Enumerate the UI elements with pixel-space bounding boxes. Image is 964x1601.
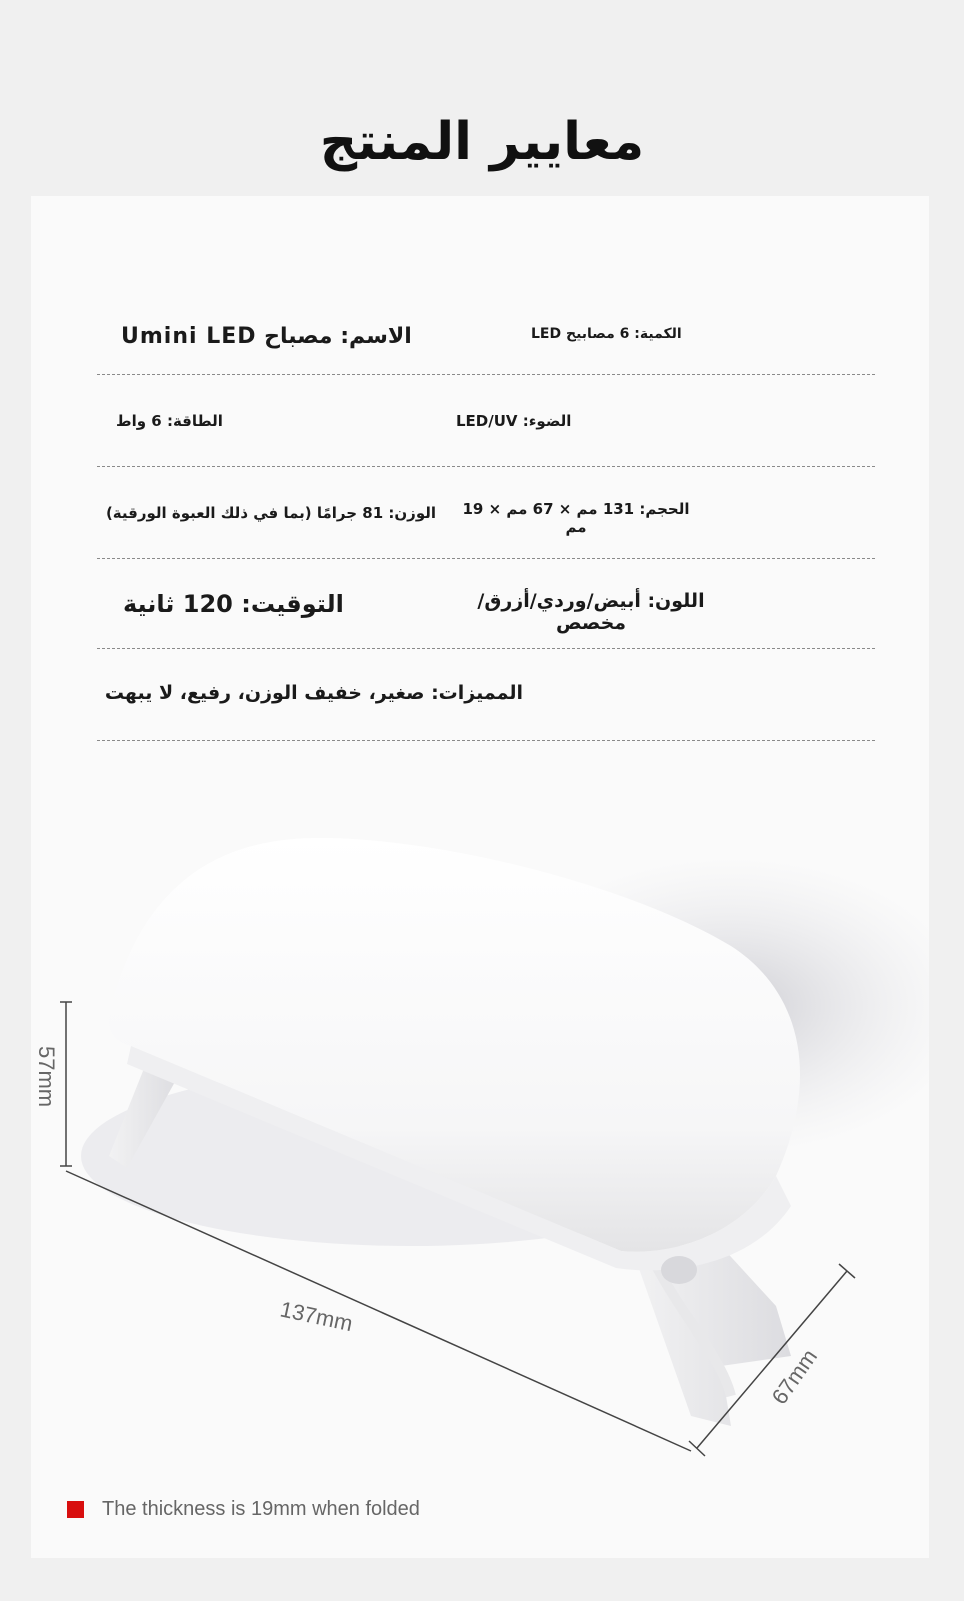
spec-features: المميزات: صغير، خفيف الوزن، رفيع، لا يبهت bbox=[104, 682, 523, 704]
depth-label: 67mm bbox=[766, 1344, 823, 1409]
spec-weight: الوزن: 81 جرامًا (بما في ذلك العبوة الورقية) bbox=[105, 504, 436, 522]
page-title: معايير المنتج bbox=[319, 112, 645, 172]
divider bbox=[97, 374, 875, 375]
note-text: The thickness is 19mm when folded bbox=[102, 1498, 420, 1520]
divider bbox=[97, 466, 875, 467]
note-marker bbox=[67, 1501, 84, 1518]
spec-color: اللون: أبيض/وردي/أزرق/ مخصص bbox=[477, 590, 705, 634]
product-image bbox=[31, 796, 929, 1558]
spec-card bbox=[31, 196, 929, 1558]
lamp-illustration bbox=[31, 796, 929, 1558]
spec-light: الضوء: LED/UV bbox=[456, 412, 572, 430]
length-label: 137mm bbox=[277, 1296, 355, 1337]
spec-timing: التوقيت: 120 ثانية bbox=[123, 590, 344, 618]
spec-name: الاسم: مصباح Umini LED bbox=[121, 324, 412, 349]
divider bbox=[97, 740, 875, 741]
spec-size: الحجم: 131 مم × 67 مم × 19 مم bbox=[462, 500, 690, 536]
fold-note bbox=[67, 1498, 420, 1521]
height-label: 57mm bbox=[34, 1046, 59, 1108]
divider bbox=[97, 648, 875, 649]
spec-quantity: الكمية: 6 مصابيح LED bbox=[531, 326, 682, 342]
spec-power: الطاقة: 6 واط bbox=[116, 412, 223, 430]
divider bbox=[97, 558, 875, 559]
